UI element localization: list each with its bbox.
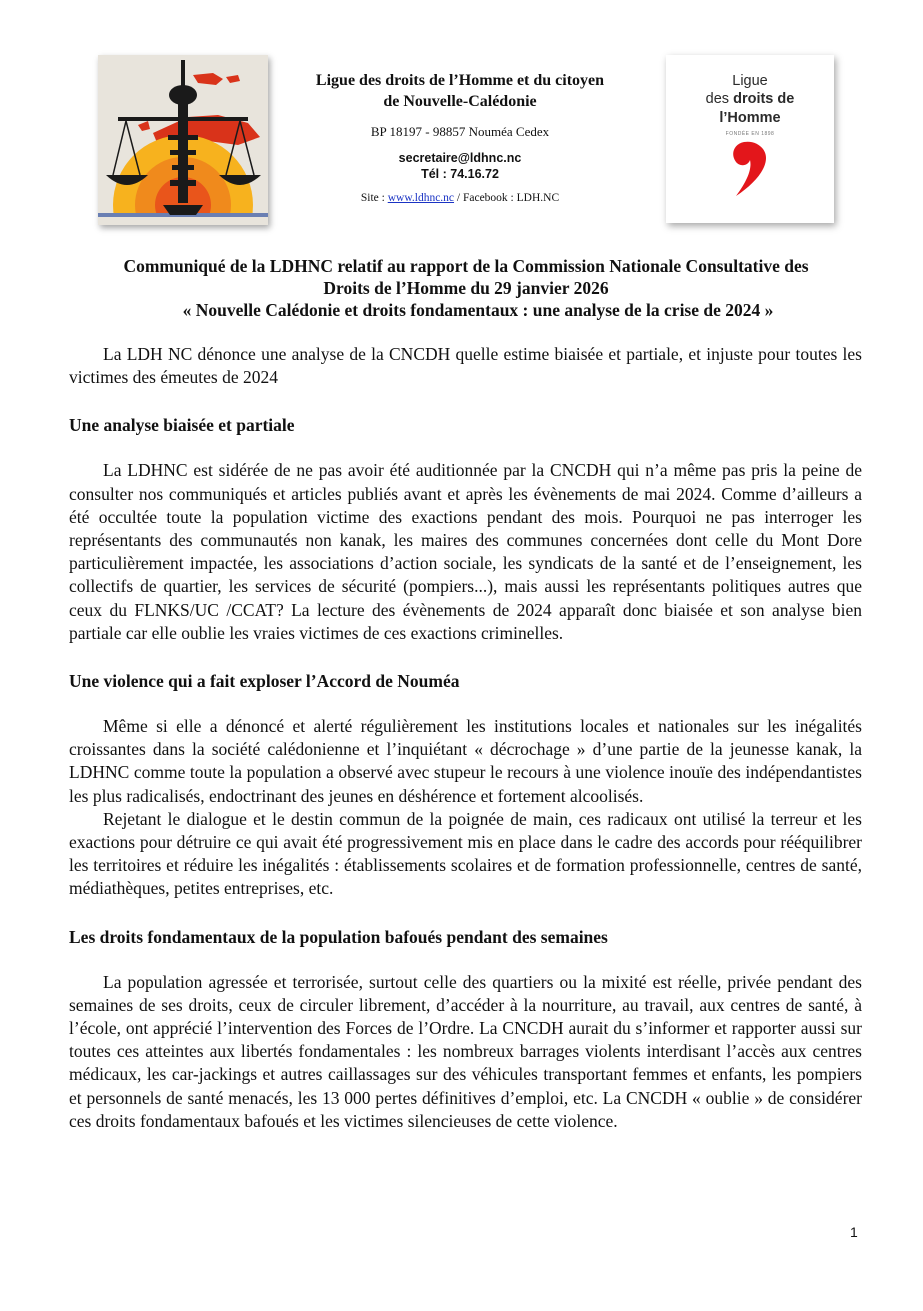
ldh-logo-line1: Ligue bbox=[732, 73, 768, 89]
section-heading-analysis: Une analyse biaisée et partiale bbox=[69, 415, 295, 436]
section-heading-rights: Les droits fondamentaux de la population bafoués pendant des semaines bbox=[69, 926, 608, 947]
organization-header bbox=[280, 70, 640, 204]
communique-body bbox=[69, 343, 862, 1133]
phone-number: Tél : 74.16.72 bbox=[421, 167, 499, 181]
intro-paragraph: La LDH NC dénonce une analyse de la CNCDH quelle estime biaisée et partiale, et injuste pour toutes les victimes des émeutes de 2024 bbox=[69, 344, 862, 388]
email-address: secretaire@ldhnc.nc bbox=[398, 151, 522, 165]
ldh-logo-line4: FONDÉE EN 1898 bbox=[725, 131, 775, 137]
section-paragraph: Rejetant le dialogue et le destin commun de la poignée de main, ces radicaux ont utilisé la terreur et les exactions pour détruire ce qui avait été progressivement mis en place dans le cadre des accords pour rééquilibrer les territoires et réduire les inégalités : établissements scolaires et de formation professionnelle, centres de santé, médiathèques, petites entreprises, etc. bbox=[69, 808, 862, 899]
ldh-logo-line3: l’Homme bbox=[719, 110, 781, 126]
ldh-logo-line2-prefix: des bbox=[705, 91, 734, 107]
red-flame-mark-icon bbox=[730, 140, 770, 198]
org-name-line2: de Nouvelle-Calédonie bbox=[383, 93, 537, 110]
section-paragraph: La population agressée et terrorisée, surtout celle des quartiers ou la mixité est réelle, privée pendant des semaines de ses droits, ceux de circuler librement, d’accéder à la nourriture, au travail, aux centres de santé, à l’école, ont apprécié l’intervention des Forces de l’Ordre. La CNCDH aurait du s’informer et rapporter aussi sur toutes ces atteintes aux libertés fondamentales : les nombreux barrages violents interdisant l’accès aux centres médicaux, les car-jackings et autres caillassages sur des véhicules transportant femmes et enfants, les pompiers et personnels de santé menacés, les 13 000 pertes définitives d’emploi, etc. La CNCDH « oublie » de considérer ces droits fondamentaux bafoués et les victimes silencieuses de cette violence. bbox=[69, 971, 862, 1131]
postal-address: BP 18197 - 98857 Nouméa Cedex bbox=[370, 124, 550, 139]
title-line2: Droits de l’Homme du 29 janvier 2026 bbox=[323, 278, 609, 298]
website-link[interactable]: www.ldhnc.nc bbox=[387, 192, 455, 204]
site-line bbox=[280, 192, 640, 204]
scales-of-justice-logo-icon bbox=[98, 55, 268, 225]
page-number: 1 bbox=[850, 1224, 858, 1240]
facebook-label: / Facebook : LDH.NC bbox=[454, 192, 560, 204]
title-line1: Communiqué de la LDHNC relatif au rapport de la Commission Nationale Consultative des bbox=[123, 256, 809, 276]
section-paragraph: La LDHNC est sidérée de ne pas avoir été auditionnée par la CNCDH qui n’a même pas pris la peine de consulter nos communiqués et articles publiés avant et après les évènements de mai 2024. Comme d’ailleurs a été occultée toute la population victime des exactions pendant des mois. Pourquoi ne pas interroger les représentants des communautés non kanak, les maires des communes concernées dont celle du Mont Dore particulièrement impactée, les associations d’action sociale, les syndicats de la santé et de l’enseignement, les collectifs de quartier, les services de sécurité (pompiers...), mais aussi les représentants politiques autres que ceux du FLNKS/UC /CCAT? La lecture des évènements de 2024 apparaît donc biaisée et son analyse bien partiale car elle oublie les vraies victimes de ces exactions criminelles. bbox=[69, 460, 862, 643]
ldhnc-logo bbox=[98, 55, 268, 225]
title-line3: « Nouvelle Calédonie et droits fondamentaux : une analyse de la crise de 2024 » bbox=[182, 300, 774, 320]
communique-title bbox=[60, 255, 872, 321]
ldh-logo-line2-bold: droits de bbox=[733, 91, 795, 107]
site-prefix: Site : bbox=[360, 192, 388, 204]
ldh-logo-line2 bbox=[666, 91, 834, 108]
section-paragraph: Même si elle a dénoncé et alerté régulièrement les institutions locales et nationales sur les inégalités croissantes dans la société calédonienne et l’inquiétant « décrochage » d’une partie de la jeunesse kanak, la LDHNC comme toute la population a observé avec stupeur le recours à une violence inouïe des indépendantistes les plus radicalisés, endoctrinant des jeunes en déshérence et fortement alcoolisés. bbox=[69, 716, 862, 806]
section-heading-violence: Une violence qui a fait exploser l’Accord de Nouméa bbox=[69, 671, 460, 692]
ldh-logo bbox=[666, 55, 834, 223]
org-name-line1: Ligue des droits de l’Homme et du citoyen bbox=[315, 72, 605, 89]
